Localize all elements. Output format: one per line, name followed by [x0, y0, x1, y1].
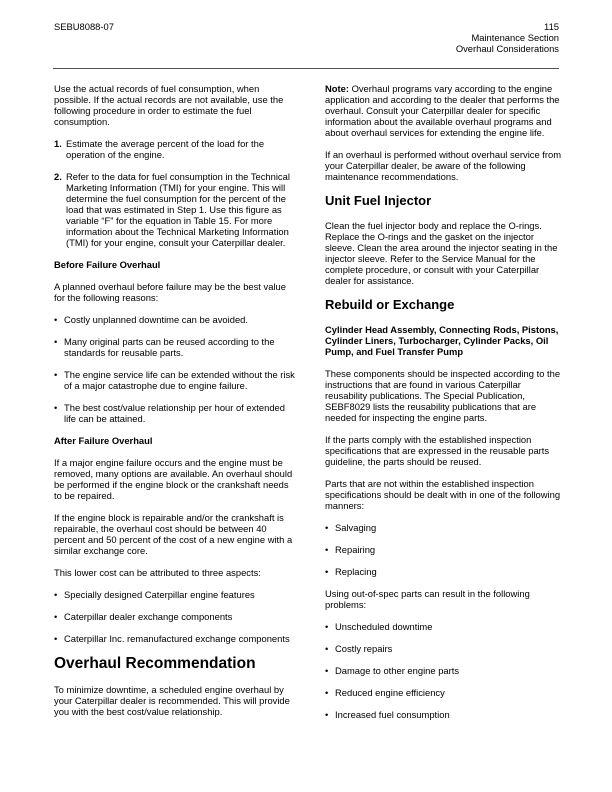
without-service-paragraph: If an overhaul is performed without overhaul service from your Caterpillar dealer, be aware of the following maintenance recommendations.	[325, 149, 562, 182]
list-item: • Caterpillar Inc. remanufactured exchange components	[54, 633, 298, 644]
procedure-steps	[54, 138, 298, 248]
unit-fuel-injector-heading: Unit Fuel Injector	[325, 193, 432, 208]
after-failure-para3: This lower cost can be attributed to three aspects:	[54, 567, 261, 578]
list-item: • Unscheduled downtime	[325, 621, 565, 632]
list-item: • The engine service life can be extended without the risk of a major catastrophe due to engine failure.	[54, 369, 298, 391]
before-failure-intro: A planned overhaul before failure may be the best value for the following reasons:	[54, 281, 286, 303]
manners-list	[325, 522, 565, 577]
rebuild-components-subheading: Cylinder Head Assembly, Connecting Rods, Pistons, Cylinder Liners, Turbocharger, Cylinder Packs, Oil Pump, and Fuel Transfer Pump	[325, 324, 559, 357]
rebuild-para3: Parts that are not within the established inspection specifications should be dealt with in one of the following manners:	[325, 478, 561, 511]
rebuild-para2: If the parts comply with the established inspection specifications that are expressed in the reusable parts guideline, the parts should be reused.	[325, 434, 550, 467]
list-item: • Specially designed Caterpillar engine features	[54, 589, 298, 600]
list-item: • Replacing	[325, 566, 565, 577]
rebuild-para1: These components should be inspected according to the instructions that are found in various Caterpillar reusability publications. The Special Publication, SEBF8029 lists the reusability publications that are needed for inspecting the engine parts.	[325, 368, 561, 423]
rebuild-para4: Using out-of-spec parts can result in the following problems:	[325, 588, 530, 610]
step-item	[54, 171, 298, 248]
overhaul-recommendation-text: To minimize downtime, a scheduled engine overhaul by your Caterpillar dealer is recommended. This will provide you with the best cost/value relationship.	[54, 684, 290, 717]
problems-list	[325, 621, 565, 720]
before-failure-heading: Before Failure Overhaul	[54, 259, 161, 270]
list-item: • Damage to other engine parts	[325, 665, 565, 676]
after-failure-para1: If a major engine failure occurs and the engine must be removed, many options are available. An overhaul should be performed if the engine block or the crankshaft needs to be repaired.	[54, 457, 293, 501]
step-text: Refer to the data for fuel consumption in the Technical Marketing Information (TMI) for your engine. This will determine the fuel consumption for the percent of the load that was estimated in Step 1. Use this figure as variable “F” for the equation in Table 15. For more information about the Technical Marketing Information (TMI) for your engine, consult your Caterpillar dealer.	[66, 171, 290, 248]
unit-fuel-injector-text: Clean the fuel injector body and replace the O-rings. Replace the O-rings and the gasket on the injector sleeve. Clean the area around the injector seating in the injector sleeve. Refer to the Service Manual for the complete procedure, or consult with your Caterpillar dealer for assistance.	[325, 220, 558, 286]
list-item: • Costly unplanned downtime can be avoided.	[54, 314, 298, 325]
header-right	[456, 21, 559, 54]
subsection-name: Overhaul Considerations	[455, 43, 559, 54]
overhaul-recommendation-heading: Overhaul Recommendation	[54, 655, 256, 672]
rebuild-exchange-heading: Rebuild or Exchange	[325, 297, 455, 312]
step-number: 2.	[54, 171, 62, 182]
list-item: • Salvaging	[325, 522, 565, 533]
right-column	[325, 83, 565, 731]
after-failure-heading: After Failure Overhaul	[54, 435, 153, 446]
list-item: • Reduced engine efficiency	[325, 687, 565, 698]
list-item: • Costly repairs	[325, 643, 565, 654]
list-item: • Repairing	[325, 544, 565, 555]
page-number: 115	[544, 21, 559, 32]
step-text: Estimate the average percent of the load for the operation of the engine.	[66, 138, 265, 160]
intro-paragraph: Use the actual records of fuel consumption, when possible. If the actual records are not available, use the following procedure in order to estimate the fuel consumption.	[54, 83, 284, 127]
list-item: • Caterpillar dealer exchange components	[54, 611, 298, 622]
before-failure-list	[54, 314, 298, 424]
note-text: Overhaul programs vary according to the engine application and according to the dealer that performs the overhaul. Consult your Caterpillar dealer for specific information about the available overhaul programs and about overhaul services for extending the engine life.	[325, 83, 560, 138]
list-item: • Many original parts can be reused according to the standards for reusable parts.	[54, 336, 298, 358]
list-item: • The best cost/value relationship per hour of extended life can be attained.	[54, 402, 298, 424]
after-failure-list	[54, 589, 298, 644]
left-column	[54, 83, 298, 728]
step-item	[54, 138, 298, 160]
list-item: • Increased fuel consumption	[325, 709, 565, 720]
after-failure-para2: If the engine block is repairable and/or the crankshaft is repairable, the overhaul cost should be between 40 percent and 50 percent of the cost of a new engine with a similar exchange core.	[54, 512, 293, 556]
note-label: Note:	[325, 83, 349, 94]
note-paragraph	[325, 83, 565, 138]
header-divider	[53, 68, 559, 69]
step-number: 1.	[54, 138, 62, 149]
section-name: Maintenance Section	[471, 32, 559, 43]
document-id: SEBU8088-07	[54, 21, 114, 32]
